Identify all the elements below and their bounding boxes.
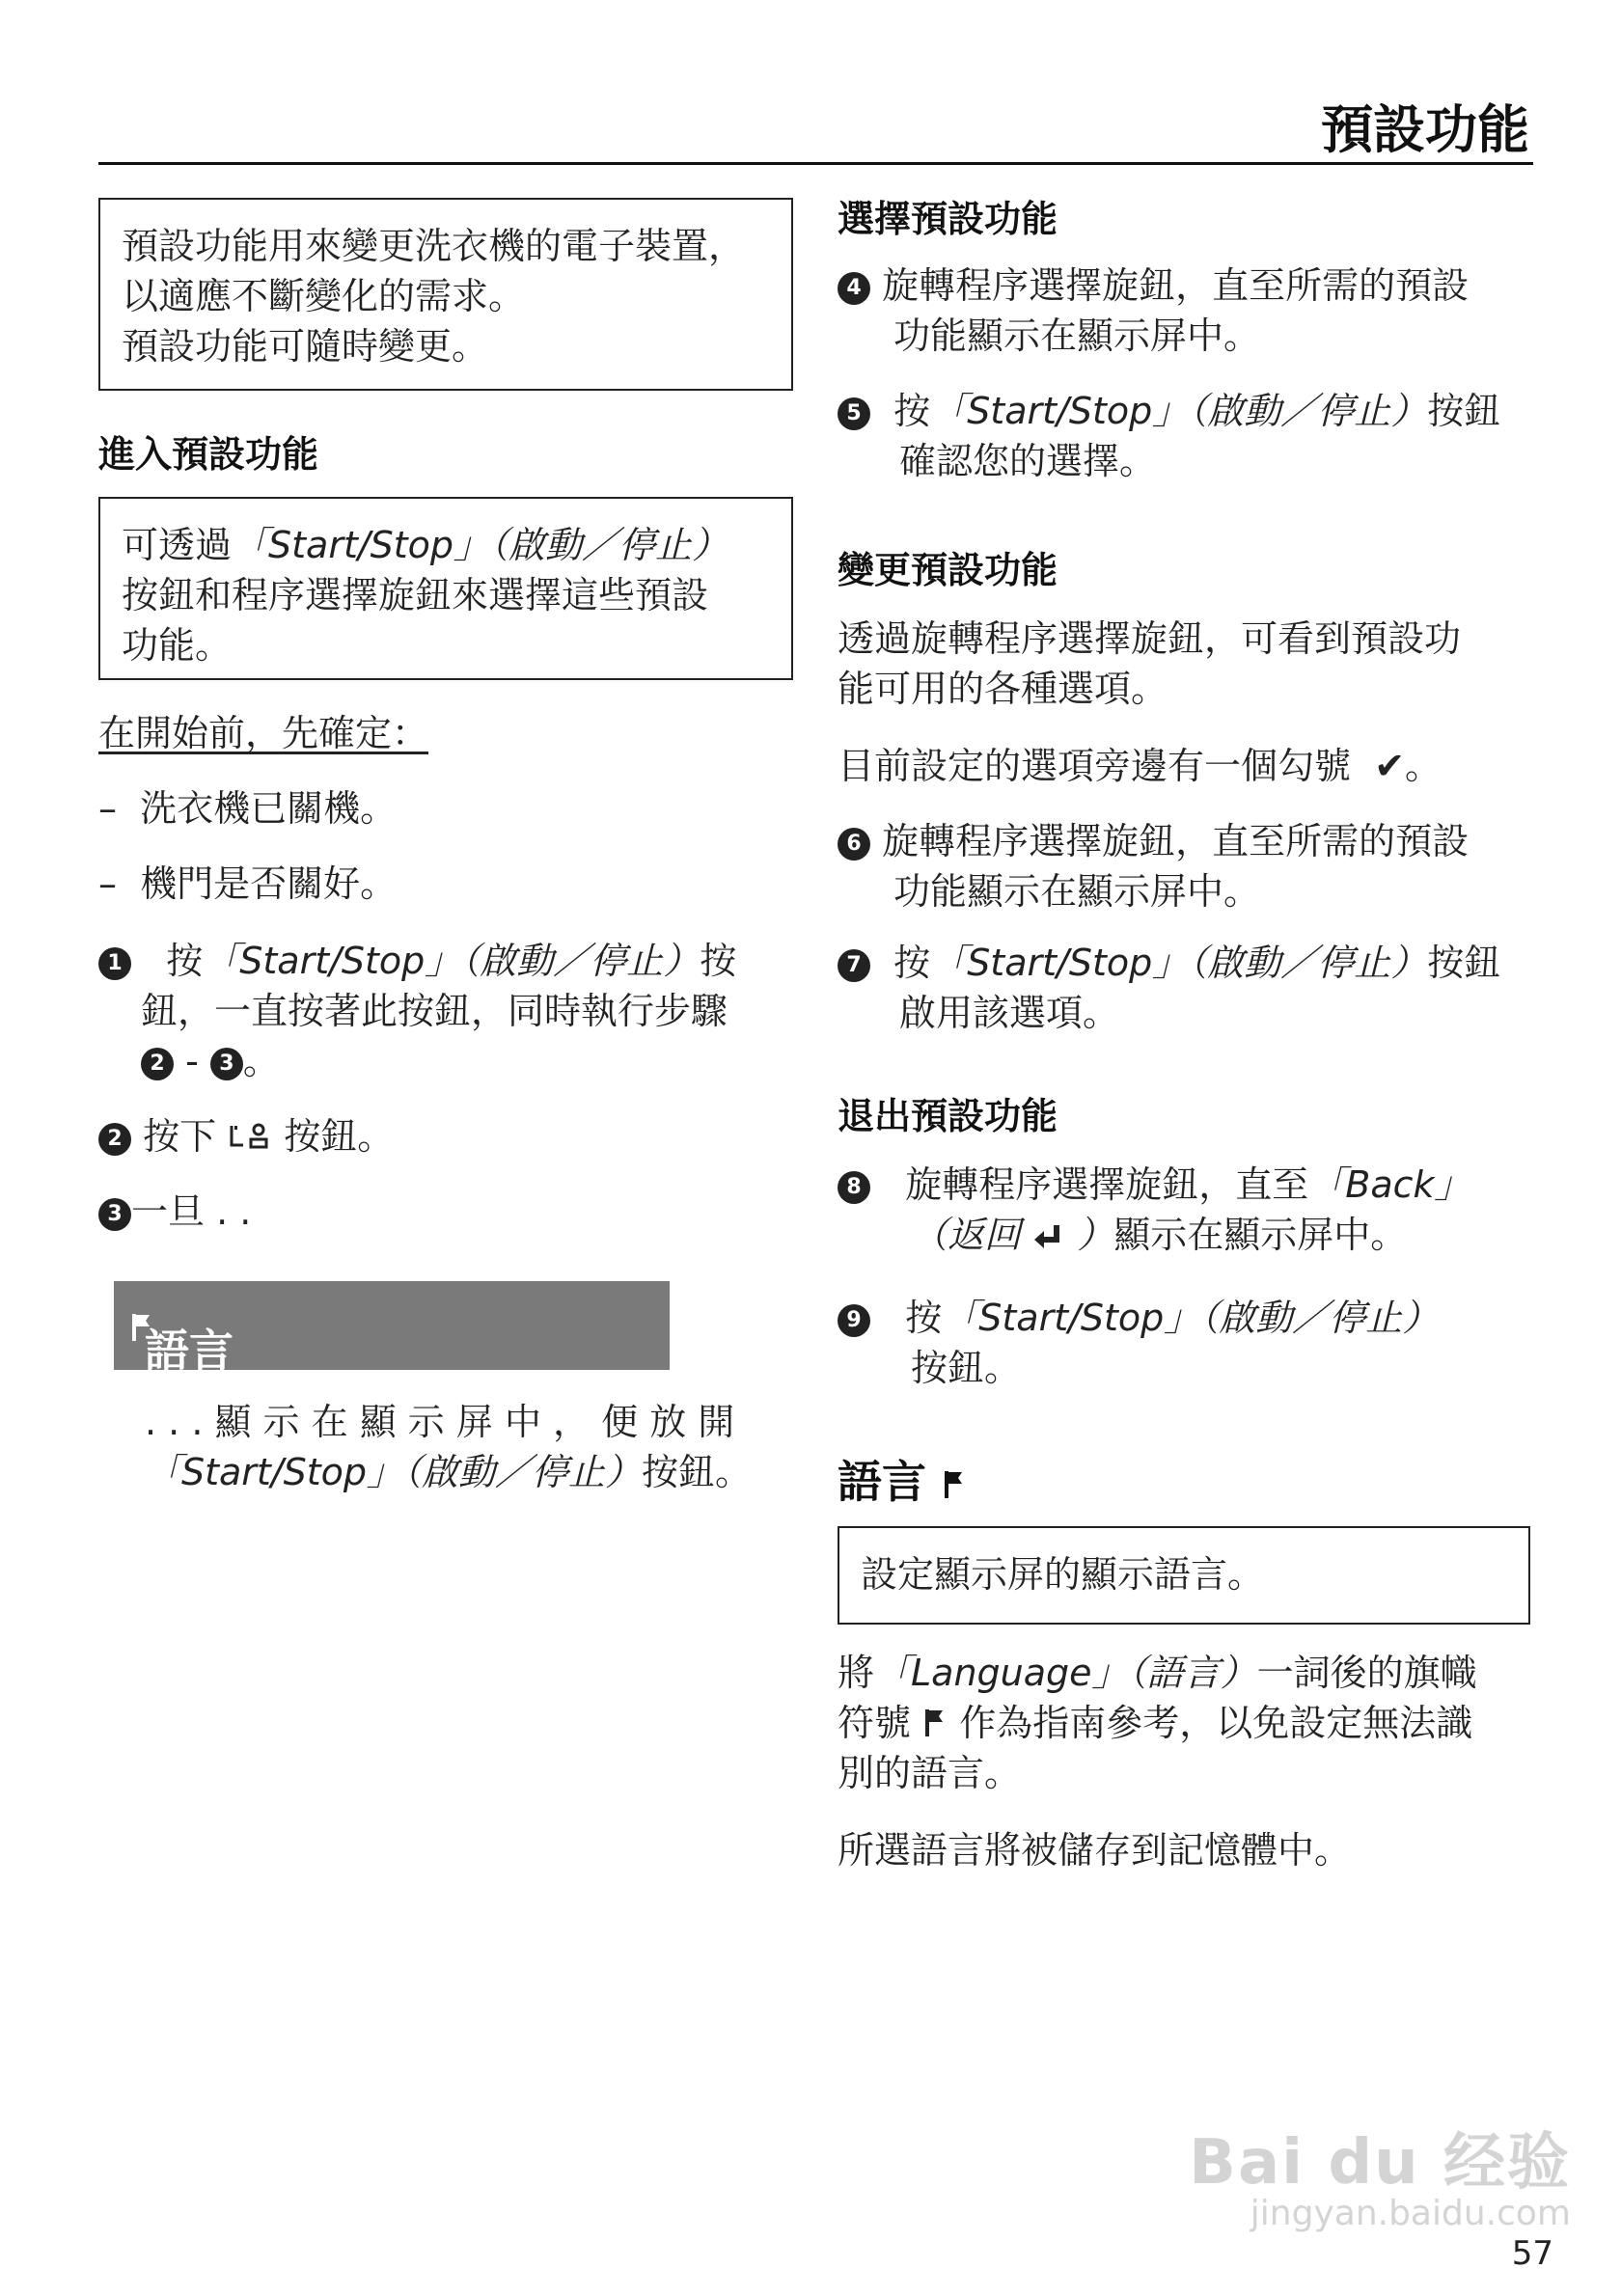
- step-1-line: 1 按「Start/Stop」（啟動／停止）按: [98, 936, 736, 986]
- enter-heading: 進入預設功能: [98, 433, 319, 476]
- language-paragraph: 將「Language」（語言）一詞後的旗幟: [838, 1652, 1477, 1694]
- check-note: 目前設定的選項旁邊有一個勾號 ✔。: [838, 745, 1442, 787]
- step-6-line: 功能顯示在顯示屏中。: [893, 870, 1261, 913]
- flag-icon: [922, 1708, 948, 1738]
- enter-box-line: 功能。: [122, 624, 233, 667]
- step-number-1: 1: [98, 947, 131, 980]
- language-cont-line: . . . 顯 示 在 顯 示 屏 中 ， 便 放 開: [145, 1401, 735, 1443]
- step-4-line: 4 旋轉程序選擇旋鈕，直至所需的預設: [838, 260, 1469, 311]
- step-2: 2 按下 按鈕。: [98, 1111, 394, 1162]
- step-number-6: 6: [838, 828, 870, 861]
- intro-box: [98, 198, 793, 391]
- flag-icon: [942, 1469, 967, 1500]
- before-label: 在開始前，先確定：: [98, 712, 429, 754]
- step-8-line: （返回 ）顯示在顯示屏中。: [911, 1214, 1408, 1256]
- check-mark-icon: ✔: [1374, 745, 1406, 787]
- enter-box-line: 可透過「Start/Stop」（啟動／停止）: [122, 524, 729, 566]
- check-item: – 洗衣機已關機。: [98, 787, 398, 830]
- language-paragraph: 別的語言。: [838, 1752, 1022, 1794]
- step-number-4: 4: [838, 272, 870, 305]
- watermark-brand: Bai du 经验: [1189, 2127, 1571, 2199]
- check-item: – 機門是否關好。: [98, 862, 398, 905]
- intro-line: 預設功能可隨時變更。: [122, 325, 489, 368]
- language-box: [838, 1526, 1530, 1625]
- step-number-2: 2: [98, 1123, 131, 1156]
- step-6-line: 6 旋轉程序選擇旋鈕，直至所需的預設: [838, 816, 1469, 866]
- header-rule: [98, 162, 1533, 165]
- select-heading: 選擇預設功能: [838, 198, 1058, 240]
- step-4-line: 功能顯示在顯示屏中。: [893, 314, 1261, 357]
- step-number-7: 7: [838, 949, 870, 982]
- step-3: 3 一旦 . .: [98, 1187, 251, 1237]
- language-display-bar: [114, 1281, 670, 1377]
- language-box-text: 設定顯示屏的顯示語言。: [861, 1553, 1265, 1596]
- step-number-5: 5: [838, 397, 870, 430]
- watermark-url: jingyan.baidu.com: [1250, 2194, 1571, 2233]
- back-arrow-icon: [1032, 1222, 1065, 1251]
- enter-box-line: 按鈕和程序選擇旋鈕來選擇這些預設: [122, 574, 709, 616]
- step-9-line: 9 按「Start/Stop」（啟動／停止）: [838, 1293, 1439, 1343]
- enter-box: [98, 497, 793, 680]
- step-1-line: 鈕，一直按著此按鈕，同時執行步驟: [141, 990, 728, 1032]
- intro-line: 以適應不斷變化的需求。: [122, 275, 526, 317]
- exit-heading: 退出預設功能: [838, 1095, 1058, 1137]
- language-display-label: 語言: [129, 1298, 154, 1351]
- memory-note: 所選語言將被儲存到記憶體中。: [838, 1829, 1352, 1872]
- step-5-line: 確認您的選擇。: [899, 440, 1157, 482]
- language-paragraph: 符號 作為指南參考，以免設定無法識: [838, 1702, 1473, 1744]
- intro-line: 預設功能用來變更洗衣機的電子裝置，: [122, 225, 746, 267]
- step-number-9: 9: [838, 1304, 870, 1337]
- step-number-8: 8: [838, 1171, 870, 1204]
- step-9-line: 按鈕。: [911, 1347, 1022, 1389]
- rinse-spin-icon: [228, 1120, 272, 1153]
- step-number-3: 3: [98, 1198, 131, 1231]
- step-1-refs: 2 - 3 。: [141, 1036, 280, 1086]
- step-5-line: 5 按「Start/Stop」（啟動／停止）按鈕: [838, 386, 1500, 436]
- page-title: 預設功能: [1321, 99, 1529, 160]
- language-heading: 語言: [838, 1447, 967, 1511]
- step-7-line: 7 按「Start/Stop」（啟動／停止）按鈕: [838, 938, 1500, 988]
- step-8-line: 8 旋轉程序選擇旋鈕，直至「Back」: [838, 1160, 1471, 1210]
- change-paragraph: 透過旋轉程序選擇旋鈕，可看到預設功: [838, 617, 1462, 660]
- change-heading: 變更預設功能: [838, 549, 1058, 591]
- language-cont-line: 「Start/Stop」（啟動／停止）按鈕。: [145, 1451, 753, 1493]
- change-paragraph: 能可用的各種選項。: [838, 668, 1168, 710]
- watermark: [1189, 2113, 1580, 2248]
- page-number: 57: [1511, 2234, 1553, 2273]
- step-7-line: 啟用該選項。: [899, 992, 1120, 1034]
